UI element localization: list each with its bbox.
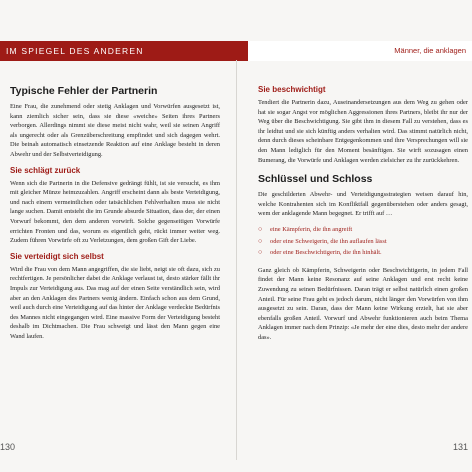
- paragraph-verteidigt-sich: Wird die Frau von dem Mann angegriffen, die sie liebt, neigt sie oft dazu, sich zu rechtfertigen. Je persönlicher dabei die Anklage verlaust ist, desto stärker fällt ihr Impuls zur Verteidigung aus. Das mag auf der einen Seite verständlich sein, wird aber an den Anklagen des Partners wenig ändern. Einfach schon aus dem Grund, weil auch durch eine Verteidigung auf das hinter der Anklage verdeckte Bedürfnis des Mannes nicht eingegangen wird. Eine massive Form der Verteidigung besteht deshalb im Dichtmachen. Die Frau schweigt und lässt den Mann gegen eine Wand laufen.: [10, 265, 220, 340]
- list-item: ○ eine Kämpferin, die ihn angreift: [258, 224, 353, 233]
- paragraph-schluessel-schloss: Die geschilderten Abwehr- und Verteidigungsstrategien weisen darauf hin, welche Kontrahenten sich im Konfliktfall gegenüberstehen oder anders gesagt, wem der anklagende Mann begegnet. Er trifft auf …: [258, 191, 468, 218]
- opponent-list: [258, 225, 468, 258]
- list-item: ○ oder eine Schweigerin, die ihn auflaufen lässt: [258, 236, 387, 245]
- subheading-verteidigt-sich: Sie verteidigt sich selbst: [10, 251, 104, 261]
- page-gutter: [236, 60, 237, 460]
- section-title-banner: IM SPIEGEL DES ANDEREN: [0, 41, 248, 61]
- circle-bullet-icon: ○: [258, 236, 263, 245]
- list-item: ○ oder eine Beschwichtigerin, die ihn hinhält.: [258, 248, 382, 257]
- paragraph-schlaegt-zurueck: Wenn sich die Partnerin in die Defensive gedrängt fühlt, ist sie versucht, es ihm mit gleicher Münze heimzuzahlen. Angriff erscheint dann als beste Verteidigung, und nach einem vermeintlichen oder tatsächlichen Fehlverhalten muss sie nicht lange suchen. Damit entsteht die im Grunde absurde Situation, dass der, der einen Vorwurf bekommt, den dem anderen vorwirft. Solche gegenseitigen Vorwürfe errichten Fronten und das, worum es eigentlich geht, rückt immer weiter weg. Zudem führen Vorwürfe oft zu Verletzungen, dem großen Gift der Liebe.: [10, 179, 220, 245]
- paragraph-beschwichtigt: Tendiert die Partnerin dazu, Auseinandersetzungen aus dem Weg zu gehen oder hat sie sogar Angst vor möglichen Aggressionen ihres Partners, bleibt ihr nur der Weg über die Beschwichtigung. Sie gibt ihm in diesem Fall zu verstehen, dass es ihr leidtut und sie sich künftig anders verhalten wird. Das stimmt natürlich nicht, denn durch dieses scheinbare Entgegenkommen und ihre Versprechungen will sie den Mann lediglich für den Moment besänftigen. Sie wirft sozusagen einen Bumerang, die Vorwürfe und Anklagen werden zielsicher zu ihr zurückkehren.: [258, 99, 468, 164]
- subheading-beschwichtigt: Sie beschwichtigt: [258, 85, 326, 94]
- subheading-schlaegt-zurueck: Sie schlägt zurück: [10, 165, 81, 175]
- page-number-right: 131: [452, 442, 468, 452]
- left-page-heading: Typische Fehler der Partnerin: [10, 85, 158, 97]
- circle-bullet-icon: ○: [258, 248, 263, 257]
- circle-bullet-icon: ○: [258, 224, 263, 233]
- left-page: [10, 85, 220, 343]
- chapter-title: Männer, die anklagen: [394, 46, 466, 55]
- paragraph-closing: Ganz gleich ob Kämpferin, Schweigerin oder Beschwichtigerin, in jedem Fall findet der Mann keine Resonanz auf seine Anklagen und erst recht keine Zuwendung zu seinen Bedürfnissen. Daran trägt er selbst natürlich einen großen Anteil. Für seine Frau geht es jedoch darum, nicht länger den Vorwürfen von ihm ausgesetzt zu sein. Daran, dass der Mann keine Wirkung erzielt, hat sie aber ebenfalls großen Anteil. Vorwurf und Abwehr funktionieren auch beim Thema Anklagen immer nach dem Prinzip: «Je mehr der eine dies, desto mehr der andere das».: [258, 266, 468, 341]
- right-page: [258, 85, 468, 344]
- page-number-left: 130: [0, 442, 16, 452]
- right-page-heading: Schlüssel und Schloss: [258, 173, 373, 186]
- left-page-intro: Eine Frau, die zunehmend oder stetig Anklagen und Vorwürfen ausgesetzt ist, kann ziemlich sicher sein, dass sie diese «weiche» Seiten ihres Partners verborgen. Allerdings nimmt sie diese meist nicht wahr, weil sie seinen Angriff als ungerecht oder als Grenzüberschreitung empfindet und sich dagegen wehrt. Die beinah automatisch einsetzende Reaktion auf eine Anklage besteht in deren Abwehr und der Selbstverteidigung.: [10, 103, 220, 158]
